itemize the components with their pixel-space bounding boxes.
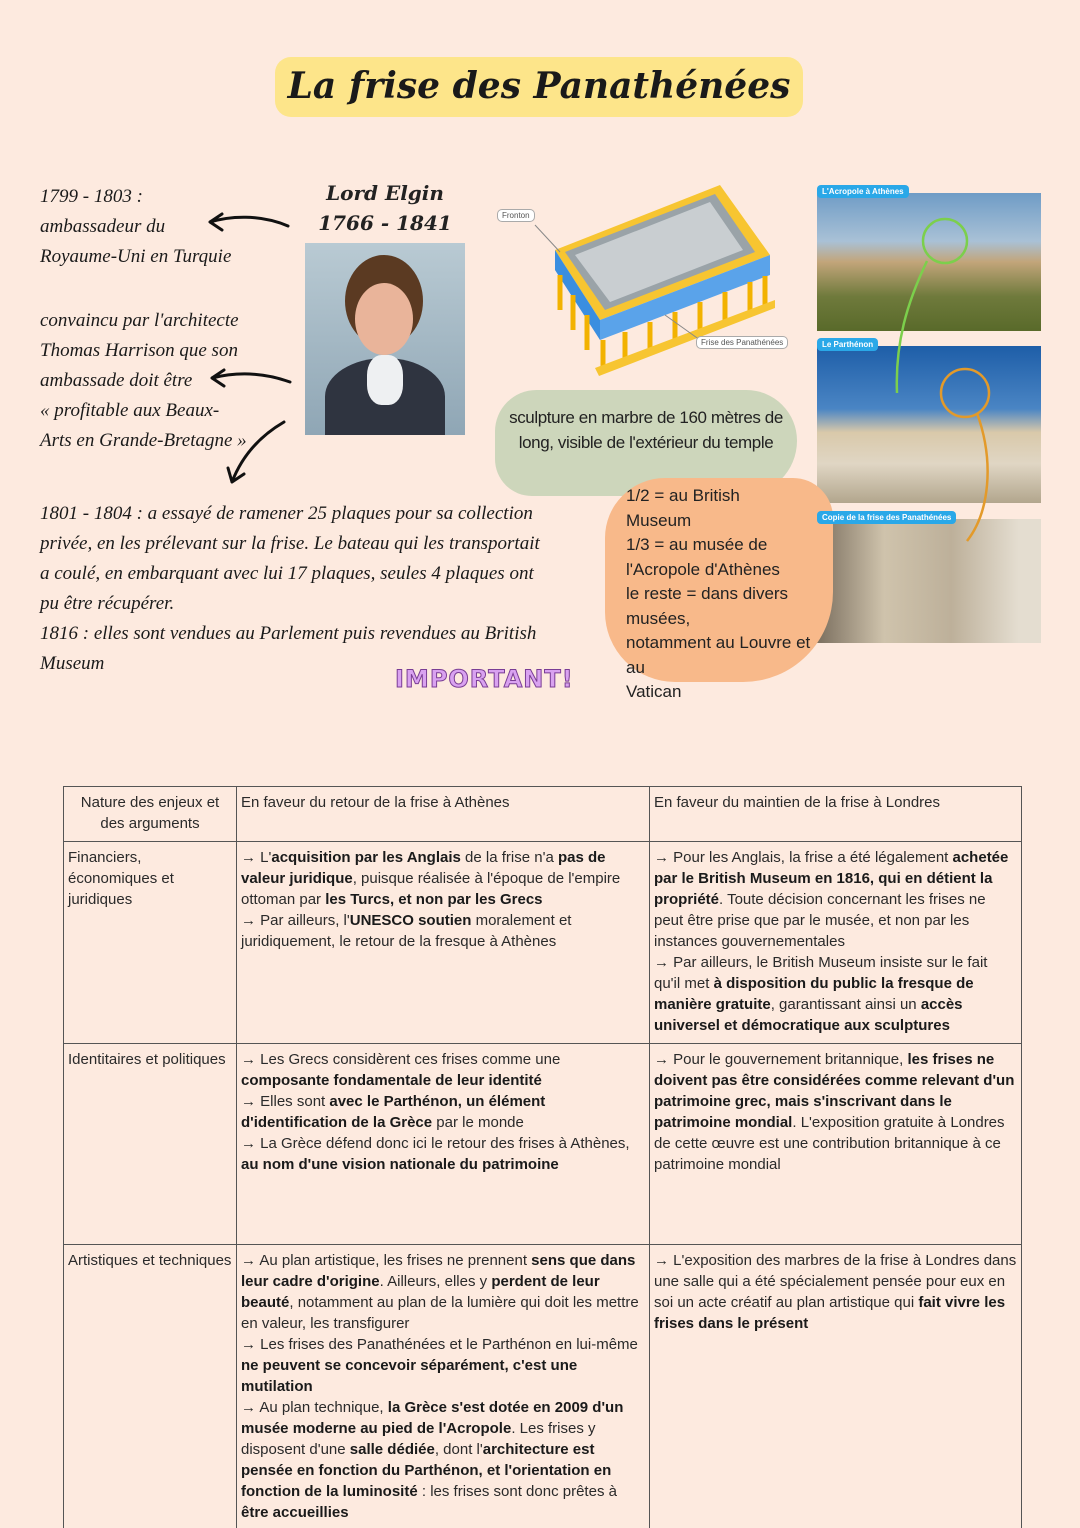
bold-text: UNESCO soutien — [349, 912, 472, 929]
photo-caption: Copie de la frise des Panathénées — [817, 511, 956, 524]
text: → Au plan artistique, les frises ne prennent — [241, 1252, 532, 1269]
note-line: 1801 - 1804 : a essayé de ramener 25 plaques pour sa collection — [40, 503, 533, 524]
bold-text: accès universel et démocratique aux sculptures — [654, 996, 963, 1034]
arrows-icon — [200, 200, 300, 500]
note-line: ambassade doit être — [40, 370, 193, 391]
bold-text: être accueillies — [241, 1504, 349, 1521]
page-title: La frise des Panathénées — [275, 57, 803, 117]
elgin-name: Lord Elgin — [326, 181, 444, 205]
bold-text: sens que dans leur cadre d'origine — [241, 1252, 636, 1290]
bold-text: la Grèce s'est dotée en 2009 d'un musée moderne au pied de l'Acropole — [241, 1399, 624, 1437]
note-line: Arts en Grande-Bretagne » — [40, 430, 247, 451]
header-cell: En faveur du maintien de la frise à Londres — [650, 787, 1022, 842]
note-line: 1/3 = au musée de — [626, 535, 768, 554]
elgin-dates: 1766 - 1841 — [318, 211, 452, 235]
bold-text: salle dédiée — [349, 1441, 435, 1458]
table-row — [64, 1245, 1022, 1528]
elgin-portrait — [305, 243, 465, 435]
text: . Ailleurs, elles y — [379, 1273, 492, 1290]
note-line: l'Acropole d'Athènes — [626, 559, 780, 579]
text: . L'exposition gratuite à Londres de cette œuvre est une contribution britannique à ce patrimoine mondial — [654, 1114, 1005, 1173]
text: → Par ailleurs, l' — [241, 912, 350, 929]
bold-text: perdent de leur beauté — [241, 1273, 600, 1311]
note-line: Museum — [40, 653, 105, 674]
bold-text: achetée par le British Museum en 1816, qui en détient la propriété — [654, 849, 1009, 908]
text: → Pour les Anglais, la frise a été légalement — [654, 849, 953, 866]
text: → La Grèce défend donc ici le retour des frises à Athènes, — [241, 1135, 630, 1152]
note-line: 1/2 = au British — [626, 486, 740, 505]
bold-text: fait vivre les frises dans le présent — [654, 1294, 1006, 1332]
bold-text: ne peuvent se concevoir séparément, c'est une mutilation — [241, 1357, 578, 1395]
text: → Au plan technique, — [241, 1399, 388, 1416]
photo-link-arrows-icon — [817, 193, 1041, 643]
text: , dont l' — [434, 1441, 483, 1458]
argument-cell-athenes — [237, 1044, 650, 1245]
argument-cell-athenes — [237, 1245, 650, 1528]
bold-text: au nom d'une vision nationale du patrimoine — [241, 1156, 559, 1173]
text: → Pour le gouvernement britannique, — [654, 1051, 908, 1068]
note-line: 1816 : elles sont vendues au Parlement puis revendues au British — [40, 623, 537, 644]
note-line: Royaume-Uni en Turquie — [40, 246, 232, 267]
row-label: Artistiques et techniques — [64, 1245, 237, 1528]
bold-text: composante fondamentale de leur identité — [241, 1072, 542, 1089]
argument-cell-londres — [650, 1044, 1022, 1245]
fronton-label: Fronton — [497, 209, 535, 222]
argument-cell-londres — [650, 842, 1022, 1044]
text: → Les Grecs considèrent ces frises comme une — [241, 1051, 561, 1068]
arguments-table — [63, 786, 1022, 1528]
text: , garantissant ainsi un — [770, 996, 921, 1013]
green-note: sculpture en marbre de 160 mètres de long, visible de l'extérieur du temple — [509, 408, 783, 452]
history-note — [40, 499, 540, 679]
text: → Elles sont — [241, 1093, 330, 1110]
bold-text: acquisition par les Anglais — [271, 849, 461, 866]
header-cell: En faveur du retour de la frise à Athènes — [237, 787, 650, 842]
orange-note — [626, 484, 831, 705]
note-line: privée, en les prélevant sur la frise. Le bateau qui les transportait — [40, 533, 540, 554]
note-line: notamment au Louvre et au — [626, 633, 811, 677]
table-row — [64, 1044, 1022, 1245]
row-label: Identitaires et politiques — [64, 1044, 237, 1245]
text: → L' — [241, 849, 272, 866]
row-label: Financiers, économiques et juridiques — [64, 842, 237, 1044]
note-line: a coulé, en embarquant avec lui 17 plaques, seules 4 plaques ont — [40, 563, 534, 584]
bold-text: les Turcs, et non par les Grecs — [325, 891, 543, 908]
text: par le monde — [432, 1114, 524, 1131]
text: → L'exposition des marbres de la frise à Londres dans une salle qui a été spécialement pensée pour eux en soi un acte créatif au plan artistique qui — [654, 1252, 1017, 1311]
argument-cell-athenes — [237, 842, 650, 1044]
text: → Les frises des Panathénées et le Parthénon en lui-même — [241, 1336, 638, 1353]
header-cell: Nature des enjeux et des arguments — [64, 787, 237, 842]
text: . Toute décision concernant les frises ne peut être prise que par le musée, et non par les instances gouvernementales — [654, 891, 986, 950]
important-sticker: IMPORTANT! — [395, 665, 574, 693]
bold-text: à disposition du public la fresque de manière gratuite — [654, 975, 974, 1013]
bold-text: architecture est pensée en fonction du Parthénon, et l'orientation en fonction de la luminosité — [241, 1441, 612, 1500]
note-line: 1799 - 1803 : — [40, 186, 143, 207]
text: : les frises sont donc prêtes à — [417, 1483, 617, 1500]
text: → Par ailleurs, le British Museum insiste sur le fait qu'il met — [654, 954, 988, 992]
note-line: Thomas Harrison que son — [40, 340, 238, 361]
note-line: ambassadeur du — [40, 216, 166, 237]
note-line: « profitable aux Beaux- — [40, 400, 220, 421]
text: , notamment au plan de la lumière qui doit les mettre en valeur, les transfigurer — [241, 1294, 639, 1332]
text: . Les frises y disposent d'une — [241, 1420, 596, 1458]
note-line: convaincu par l'architecte — [40, 310, 239, 331]
bold-text: avec le Parthénon, un élément d'identification de la Grèce — [241, 1093, 546, 1131]
bold-text: pas de valeur juridique — [241, 849, 606, 887]
photo-caption: Le Parthénon — [817, 338, 878, 351]
photo-caption: L'Acropole à Athènes — [817, 185, 909, 198]
note-line: Museum — [626, 510, 692, 530]
text: , puisque réalisée à l'époque de l'empire ottoman par — [241, 870, 621, 908]
text: moralement et juridiquement, le retour de la fresque à Athènes — [241, 912, 572, 950]
bold-text: les frises ne doivent pas être considérées comme relevant d'un patrimoine grec, mais s'inscrivant dans le patrimoine mondial — [654, 1051, 1015, 1131]
note-line: le reste = dans divers musées, — [626, 584, 789, 628]
frise-label: Frise des Panathénées — [696, 336, 788, 349]
text: de la frise n'a — [460, 849, 558, 866]
argument-cell-londres — [650, 1245, 1022, 1528]
table-row — [64, 842, 1022, 1044]
elgin-heading — [300, 178, 470, 238]
temple-diagram-icon — [515, 180, 805, 380]
table-header-row — [64, 787, 1022, 842]
note-line: Vatican — [626, 682, 682, 701]
note-line: pu être récupérer. — [40, 593, 175, 614]
